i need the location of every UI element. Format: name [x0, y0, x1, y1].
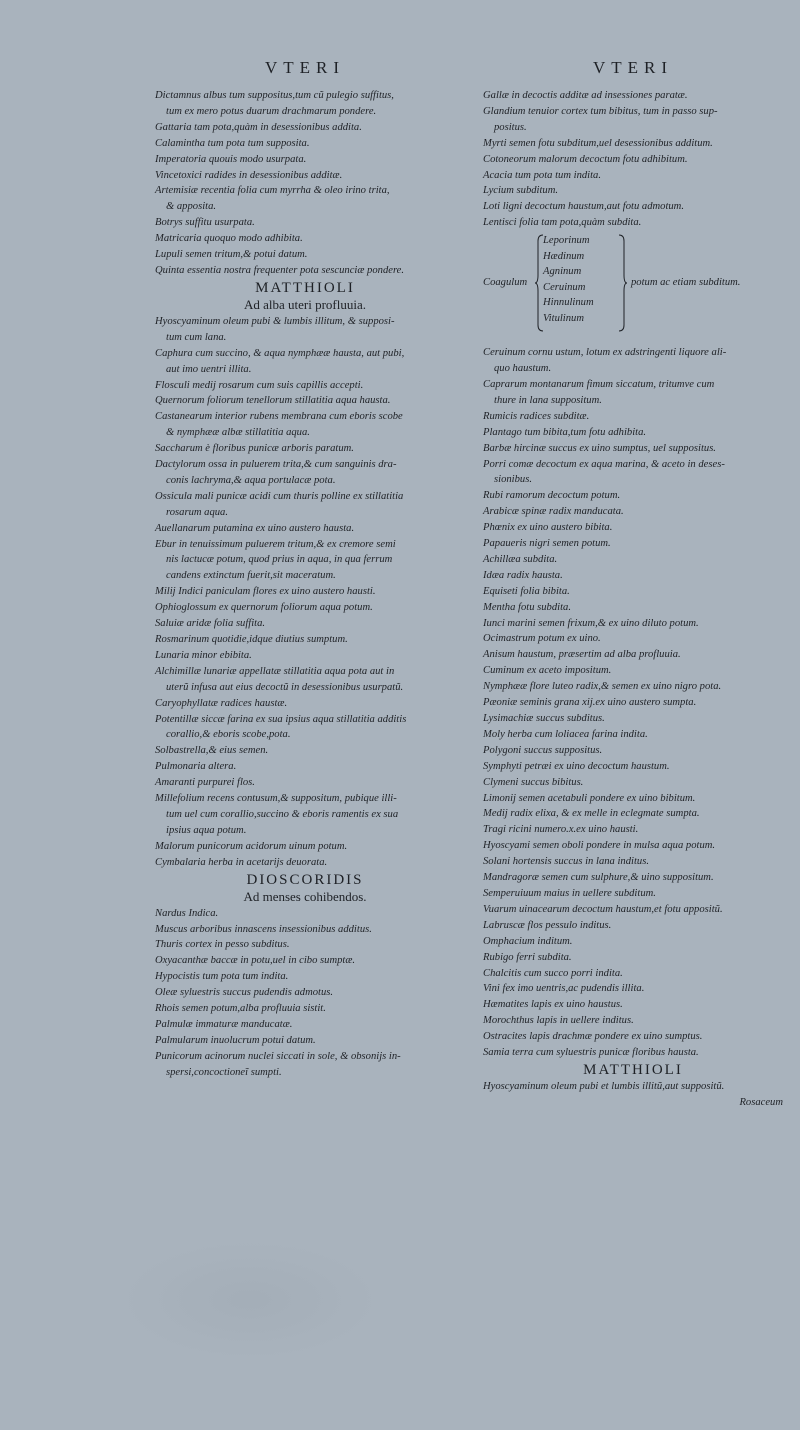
remedy-entry: [155, 393, 455, 409]
entry-line: Flosculi medij rosarum cum suis capillis accepti.: [155, 379, 364, 391]
remedy-entry: [155, 584, 455, 600]
remedy-entry: [483, 584, 783, 600]
entry-line: Muscus arboribus innascens insessionibus additus.: [155, 923, 372, 935]
entry-continuation: & nymphææ albæ stillatitia aqua.: [166, 427, 310, 439]
remedy-entry: [483, 441, 783, 457]
entry-line: Caprarum montanarum fimum siccatum, tritumve cum: [483, 378, 715, 390]
remedy-entry: [483, 631, 783, 647]
entry-line: Clymeni succus bibitus.: [483, 776, 584, 788]
entry-line: Oxyacanthæ baccæ in potu,uel in cibo sumptæ.: [155, 955, 356, 967]
remedy-entry: [155, 1017, 455, 1033]
entry-line: Dactylorum ossa in puluerem trita,& cum sanguinis dra-: [155, 459, 397, 471]
entry-continuation: spersi,concoctioneĩ sumpti.: [166, 1066, 282, 1078]
entry-continuation: tum uel cum corallio,succino & eboris ramentis ex sua: [166, 808, 399, 820]
remedy-entry: [483, 136, 783, 152]
coagulum-item: Leporinum: [543, 235, 590, 247]
entry-line: Ocimastrum potum ex uino.: [483, 633, 601, 645]
entry-line: Rosmarinum quotidie,idque diutius sumptum.: [155, 634, 348, 645]
entry-line: Ceruinum cornu ustum, lotum ex adstringenti liquore ali-: [483, 347, 727, 359]
coagulum-label: Coagulum: [483, 277, 528, 289]
remedy-entry: [155, 247, 455, 263]
remedy-entry: [155, 457, 455, 489]
left-column: [155, 58, 455, 1081]
remedy-entry: [483, 934, 783, 950]
remedy-entry: [155, 231, 455, 247]
entry-line: Tragi ricini numero.x.ex uino hausti.: [483, 824, 639, 836]
entry-line: Matricaria quoquo modo adhibita.: [155, 233, 303, 245]
remedy-entry: [155, 215, 455, 231]
entry-line: Rubigo ferri subdita.: [483, 951, 572, 963]
entry-line: Ossicula mali punicæ acidi cum thuris polline ex stillatitia: [155, 490, 404, 502]
entry-line: Lycium subditum.: [483, 185, 559, 197]
remedy-entry: [483, 457, 783, 489]
entry-continuation: rosarum aqua.: [166, 506, 229, 518]
entry-line: Rhois semen potum,alba profluuia sistit.: [155, 1003, 326, 1015]
entry-line: Hypocistis tum pota tum indita.: [155, 971, 289, 983]
entry-continuation: tum cum lana.: [166, 331, 227, 343]
remedy-entry: [483, 552, 783, 568]
remedy-entry: [155, 906, 455, 922]
entry-line: Vuarum uinacearum decoctum haustum,et fotu appositũ.: [483, 903, 723, 915]
remedy-entry: [483, 152, 783, 168]
remedy-entry: [155, 168, 455, 184]
remedy-entry: [483, 568, 783, 584]
entry-continuation: quo haustum.: [494, 363, 552, 375]
remedy-entry: [155, 969, 455, 985]
remedy-entry: [483, 950, 783, 966]
entry-continuation: thure in lana suppositum.: [494, 394, 602, 406]
entry-line: Limonij semen acetabuli pondere ex uino bibitum.: [483, 792, 696, 804]
entry-line: Palmularum inuolucrum potui datum.: [155, 1034, 316, 1046]
entry-line: Lunaria minor ebibita.: [155, 649, 252, 661]
coagulum-item: Hinnulinum: [543, 297, 594, 309]
entry-line: Saluiæ aridæ folia suffita.: [155, 618, 266, 630]
remedy-entry: [155, 839, 455, 855]
left-entries-a: [155, 88, 455, 279]
remedy-entry: [155, 152, 455, 168]
entry-line: Samia terra cum syluestris punicæ floribus hausta.: [483, 1047, 699, 1059]
remedy-entry: [483, 838, 783, 854]
entry-continuation: nis lactucæ potum, quod prius in aqua, in qua ferrum: [166, 554, 393, 566]
entry-line: Hyoscyaminum oleum pubi et lumbis illitũ,aut suppositũ.: [483, 1080, 725, 1092]
right-entries-a: [483, 88, 783, 231]
entry-continuation: ipsius aqua potum.: [166, 824, 247, 836]
section-title-matthioli-left: MATTHIOLI: [255, 279, 355, 296]
entry-line: Lupuli semen tritum,& potui datum.: [155, 249, 308, 261]
entry-continuation: corallio,& eboris scobe,pota.: [166, 729, 291, 741]
remedy-entry: [155, 937, 455, 953]
remedy-entry: [155, 985, 455, 1001]
entry-line: Vincetoxici radides in desessionibus additæ.: [155, 169, 343, 181]
entry-line: Castanearum interior rubens membrana cum eboris scobe: [155, 411, 403, 423]
remedy-entry: [155, 922, 455, 938]
entry-line: Solani hortensis succus in lana inditus.: [483, 856, 649, 868]
remedy-entry: [483, 647, 783, 663]
entry-line: Plantago tum bibita,tum fotu adhibita.: [483, 426, 647, 438]
remedy-entry: [483, 504, 783, 520]
remedy-entry: [483, 215, 783, 231]
entry-line: Punicorum acinorum nuclei siccati in sole, & obsonijs in-: [155, 1050, 401, 1062]
entry-line: Potentillæ siccæ farina ex sua ipsius aqua stillatitia additis: [155, 713, 407, 725]
remedy-entry: [155, 775, 455, 791]
entry-continuation: uterũ infusa aut eius decoctũ in desessionibus usurpatũ.: [166, 681, 404, 693]
entry-line: Medij radix elixa, & ex melle in eclegmate sumpta.: [483, 808, 700, 820]
entry-line: Symphyti petræi ex uino decoctum haustum.: [483, 760, 670, 772]
right-entries-c: [483, 1079, 783, 1095]
remedy-entry: [155, 1033, 455, 1049]
running-head-right: VTERI: [592, 58, 674, 77]
remedy-entry: [483, 822, 783, 838]
entry-line: Solbastrella,& eius semen.: [155, 745, 269, 757]
left-entries-c: [155, 906, 455, 1081]
entry-line: Nardus Indica.: [155, 907, 219, 919]
remedy-entry: [483, 743, 783, 759]
remedy-entry: [483, 536, 783, 552]
remedy-entry: [155, 314, 455, 346]
remedy-entry: [483, 1079, 783, 1095]
entry-line: Morochthus lapis in uellere inditus.: [483, 1015, 634, 1027]
entry-line: Mandragoræ semen cum sulphure,& uino suppositum.: [483, 872, 714, 884]
remedy-entry: [483, 663, 783, 679]
remedy-entry: [483, 1029, 783, 1045]
right-entries-b: [483, 345, 783, 1061]
entry-line: Palmulæ immaturæ manducatæ.: [155, 1018, 293, 1030]
remedy-entry: [155, 521, 455, 537]
entry-line: Chalcitis cum succo porri indita.: [483, 967, 623, 979]
remedy-entry: [483, 679, 783, 695]
remedy-entry: [483, 104, 783, 136]
remedy-entry: [483, 711, 783, 727]
remedy-entry: [155, 791, 455, 839]
coagulum-item: Hædinum: [543, 250, 585, 262]
paper-stain: [120, 1240, 380, 1360]
entry-line: Rumicis radices subditæ.: [483, 410, 590, 422]
section-title-matthioli-right: MATTHIOLI: [583, 1061, 683, 1078]
entry-line: Ostracites lapis drachmæ pondere ex uino sumptus.: [483, 1031, 703, 1043]
remedy-entry: [483, 600, 783, 616]
entry-continuation: tum ex mero potus duarum drachmarum pondere.: [166, 105, 377, 117]
entry-continuation: sionibus.: [494, 474, 532, 486]
entry-line: Nymphææ flore luteo radix,& semen ex uino nigro pota.: [483, 681, 722, 693]
entry-line: Labruscæ flos pessulo inditus.: [483, 919, 612, 931]
remedy-entry: [155, 616, 455, 632]
remedy-entry: [155, 759, 455, 775]
remedy-entry: [483, 902, 783, 918]
entry-line: Dictamnus albus tum suppositus,tum cũ pulegio suffitus,: [155, 90, 394, 101]
entry-line: Caryophyllatæ radices haustæ.: [155, 697, 288, 709]
remedy-entry: [483, 791, 783, 807]
entry-line: Loti ligni decoctum haustum,aut fotu admotum.: [483, 201, 684, 213]
remedy-entry: [155, 409, 455, 441]
running-head-left: VTERI: [264, 58, 346, 77]
remedy-entry: [155, 1001, 455, 1017]
entry-line: Malorum punicorum acidorum uinum potum.: [155, 840, 348, 852]
entry-line: Rubi ramorum decoctum potum.: [483, 490, 621, 502]
entry-line: Auellanarum putamina ex uino austero hausta.: [155, 522, 355, 534]
remedy-entry: [155, 743, 455, 759]
entry-continuation: & apposita.: [166, 201, 217, 213]
remedy-entry: [155, 712, 455, 744]
entry-line: Caphura cum succino, & aqua nymphææ hausta, aut pubi,: [155, 347, 405, 359]
entry-line: Quinta essentia nostra frequenter pota sescunciæ pondere.: [155, 264, 405, 276]
remedy-entry: [483, 1045, 783, 1061]
remedy-entry: [483, 966, 783, 982]
catchword: Rosaceum: [739, 1096, 783, 1108]
entry-line: Lentisci folia tam pota,quàm subdita.: [483, 217, 642, 229]
coagulum-note: potum ac etiam subditum.: [631, 277, 741, 289]
remedy-entry: [483, 425, 783, 441]
entry-line: Barbæ hircinæ succus ex uino sumptus, uel suppositus.: [483, 442, 716, 454]
remedy-entry: [155, 346, 455, 378]
entry-line: Pulmonaria altera.: [155, 761, 237, 773]
remedy-entry: [483, 409, 783, 425]
remedy-entry: [155, 632, 455, 648]
remedy-entry: [483, 997, 783, 1013]
entry-line: Imperatoria quouis modo usurpata.: [155, 153, 307, 165]
entry-line: Quernorum foliorum tenellorum stillatitia aqua hausta.: [155, 395, 391, 407]
remedy-entry: [483, 377, 783, 409]
right-brace-icon: [617, 233, 627, 333]
remedy-entry: [483, 727, 783, 743]
entry-line: Pæoniæ seminis grana xij.ex uino austero sumpta.: [483, 697, 697, 709]
entry-line: Botrys suffitu usurpata.: [155, 217, 255, 229]
remedy-entry: [155, 537, 455, 585]
remedy-entry: [483, 520, 783, 536]
remedy-entry: [483, 759, 783, 775]
entry-line: Lysimachiæ succus subditus.: [483, 713, 605, 724]
entry-line: Millefolium recens contusum,& suppositum, pubique illi-: [155, 793, 397, 805]
remedy-entry: [483, 345, 783, 377]
remedy-entry: [483, 488, 783, 504]
remedy-entry: [483, 88, 783, 104]
entry-line: Amaranti purpurei flos.: [155, 777, 255, 789]
entry-line: Oleæ syluestris succus pudendis admotus.: [155, 987, 334, 999]
coagulum-item: Vitulinum: [543, 312, 584, 324]
remedy-entry: [483, 870, 783, 886]
entry-line: Gattaria tam pota,quàm in desessionibus addita.: [155, 121, 362, 133]
remedy-entry: [483, 199, 783, 215]
remedy-entry: [483, 806, 783, 822]
remedy-entry: [155, 489, 455, 521]
remedy-entry: [483, 1013, 783, 1029]
entry-line: Acacia tum pota tum indita.: [483, 169, 601, 181]
entry-continuation: positus.: [494, 121, 527, 133]
entry-line: Omphacium inditum.: [483, 935, 573, 947]
entry-line: Ebur in tenuissimum puluerem tritum,& ex cremore semi: [155, 538, 396, 550]
entry-line: Gallæ in decoctis additæ ad insessiones paratæ.: [483, 90, 688, 101]
entry-line: Papaueris nigri semen potum.: [483, 538, 611, 550]
entry-continuation: candens extinctum fuerit,sit maceratum.: [166, 570, 336, 582]
remedy-entry: [155, 648, 455, 664]
entry-line: Calamintha tum pota tum supposita.: [155, 137, 310, 149]
entry-line: Artemisiæ recentia folia cum myrrha & oleo irino trita,: [155, 185, 390, 197]
remedy-entry: [483, 695, 783, 711]
coagulum-item: Agninum: [543, 266, 582, 278]
entry-continuation: conis lachryma,& aqua portulacæ pota.: [166, 474, 336, 486]
remedy-entry: [155, 953, 455, 969]
remedy-entry: [155, 1049, 455, 1081]
remedy-entry: [483, 616, 783, 632]
remedy-entry: [155, 183, 455, 215]
remedy-entry: [155, 664, 455, 696]
right-column: [483, 58, 783, 1110]
entry-line: Iunci marini semen frixum,& ex uino diluto potum.: [483, 617, 699, 629]
entry-line: Arabicæ spinæ radix manducata.: [483, 506, 624, 518]
remedy-entry: [483, 918, 783, 934]
remedy-entry: [483, 183, 783, 199]
remedy-entry: [155, 696, 455, 712]
entry-line: Equiseti folia bibita.: [483, 585, 570, 597]
entry-line: Myrti semen fotu subditum,uel desessionibus additum.: [483, 137, 713, 149]
entry-line: Saccharum è floribus punicæ arboris paratum.: [155, 443, 354, 455]
entry-line: Alchimillæ lunariæ appellatæ stillatitia aqua pota aut in: [155, 665, 395, 677]
remedy-entry: [155, 600, 455, 616]
entry-continuation: aut imo uentri illita.: [166, 363, 252, 375]
entry-line: Milij Indici paniculam flores ex uino austero hausti.: [155, 586, 376, 598]
entry-line: Achillæa subdita.: [483, 553, 558, 565]
entry-line: Porri comæ decoctum ex aqua marina, & aceto in deses-: [483, 458, 725, 470]
remedy-entry: [483, 854, 783, 870]
entry-line: Idæa radix hausta.: [483, 569, 563, 581]
entry-line: Anisum haustum, præsertim ad alba profluuia.: [483, 649, 681, 661]
remedy-entry: [155, 136, 455, 152]
remedy-entry: [483, 775, 783, 791]
entry-line: Vini fex imo uentris,ac pudendis illita.: [483, 983, 645, 995]
entry-line: Semperuiuum maius in uellere subditum.: [483, 887, 656, 899]
entry-line: Hyoscyaminum oleum pubi & lumbis illitum, & supposi-: [155, 315, 395, 327]
remedy-entry: [155, 855, 455, 871]
section-subtitle-menses: Ad menses cohibendos.: [243, 888, 367, 904]
remedy-entry: [483, 168, 783, 184]
remedy-entry: [483, 886, 783, 902]
coagulum-item: Ceruinum: [543, 281, 586, 293]
entry-line: Polygoni succus suppositus.: [483, 744, 603, 756]
coagulum-group: [483, 233, 783, 341]
section-title-dioscoridis: DIOSCORIDIS: [246, 871, 364, 888]
entry-line: Glandium tenuior cortex tum bibitus, tum in passo sup-: [483, 105, 718, 117]
entry-line: Cotoneorum malorum decoctum fotu adhibitum.: [483, 153, 688, 165]
remedy-entry: [155, 263, 455, 279]
left-entries-b: [155, 314, 455, 871]
section-subtitle-alba: Ad alba uteri profluuia.: [243, 296, 366, 312]
remedy-entry: [155, 378, 455, 394]
remedy-entry: [155, 88, 455, 120]
entry-line: Cymbalaria herba in acetarijs deuorata.: [155, 856, 328, 868]
entry-line: Phœnix ex uino austero bibita.: [483, 522, 613, 534]
entry-line: Cuminum ex aceto impositum.: [483, 665, 612, 677]
entry-line: Mentha fotu subdita.: [483, 601, 571, 613]
entry-line: Thuris cortex in pesso subditus.: [155, 939, 290, 951]
remedy-entry: [483, 981, 783, 997]
entry-line: Ophioglossum ex quernorum foliorum aqua potum.: [155, 602, 373, 614]
remedy-entry: [155, 441, 455, 457]
entry-line: Moly herba cum loliacea farina indita.: [483, 728, 648, 740]
entry-line: Hyoscyami semen oboli pondere in mulsa aqua potum.: [483, 840, 716, 852]
entry-line: Hæmatites lapis ex uino haustus.: [483, 999, 623, 1011]
remedy-entry: [155, 120, 455, 136]
